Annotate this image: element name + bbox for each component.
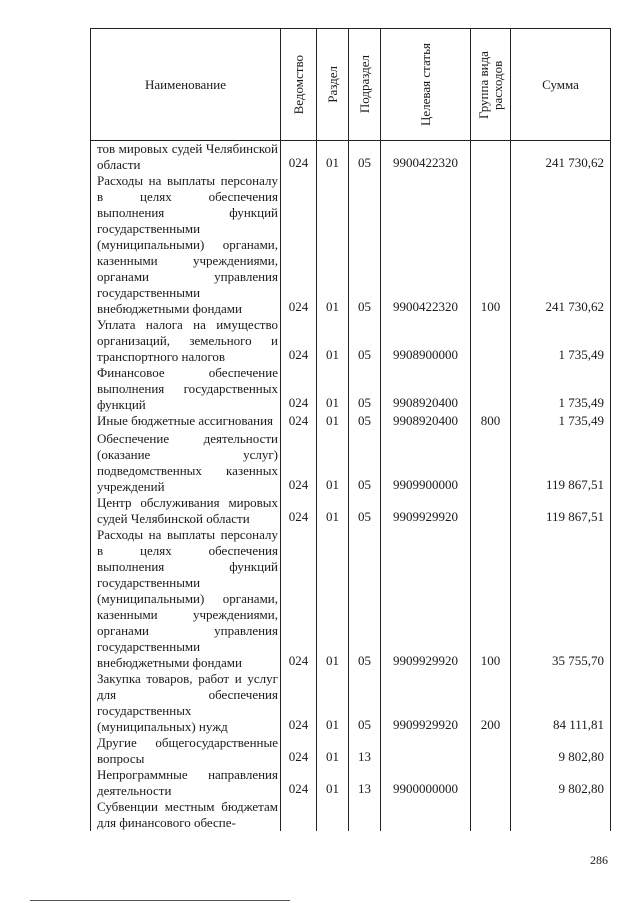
table-row	[91, 735, 611, 767]
row-podrazdel	[349, 799, 381, 831]
row-podrazdel: 05	[349, 141, 381, 174]
header-celevaya-statya: Целевая статья	[381, 29, 471, 141]
table-row	[91, 767, 611, 799]
row-vedomstvo: 024	[281, 173, 317, 317]
row-name: Центр обслуживания мировых судей Челябинской области	[91, 495, 281, 527]
table-row	[91, 431, 611, 495]
row-razdel: 01	[317, 671, 349, 735]
row-summa: 119 867,51	[511, 495, 611, 527]
row-celevaya-statya: 9909929920	[381, 495, 471, 527]
row-name: Расходы на выплаты персоналу в целях обеспечения выполнения функций государственными (муниципальными) органами, казенными учреждениями, органами управления государственными внебюджетными фондами	[91, 527, 281, 671]
row-gruppa-vida-rashodov: 100	[471, 173, 511, 317]
table-row	[91, 527, 611, 671]
table-row	[91, 799, 611, 831]
row-celevaya-statya: 9908920400	[381, 413, 471, 431]
row-podrazdel: 05	[349, 495, 381, 527]
row-razdel: 01	[317, 317, 349, 365]
row-summa: 241 730,62	[511, 141, 611, 174]
row-vedomstvo: 024	[281, 141, 317, 174]
row-summa: 119 867,51	[511, 431, 611, 495]
row-podrazdel: 05	[349, 527, 381, 671]
row-summa: 35 755,70	[511, 527, 611, 671]
row-razdel: 01	[317, 365, 349, 413]
row-gruppa-vida-rashodov	[471, 495, 511, 527]
row-vedomstvo: 024	[281, 365, 317, 413]
row-summa: 9 802,80	[511, 735, 611, 767]
row-summa: 9 802,80	[511, 767, 611, 799]
row-podrazdel: 05	[349, 173, 381, 317]
row-summa: 1 735,49	[511, 317, 611, 365]
row-gruppa-vida-rashodov: 800	[471, 413, 511, 431]
table-row	[91, 141, 611, 174]
row-razdel: 01	[317, 767, 349, 799]
row-name: Расходы на выплаты персоналу в целях обеспечения выполнения функций государственными (муниципальными) органами, казенными учреждениями, органами управления государственными внебюджетными фондами	[91, 173, 281, 317]
row-summa: 241 730,62	[511, 173, 611, 317]
table-row	[91, 173, 611, 317]
row-celevaya-statya: 9909900000	[381, 431, 471, 495]
row-razdel: 01	[317, 735, 349, 767]
row-name: Субвенции местным бюджетам для финансового обеспе-	[91, 799, 281, 831]
row-gruppa-vida-rashodov	[471, 141, 511, 174]
row-name: Обеспечение деятельности (оказание услуг) подведомственных казенных учреждений	[91, 431, 281, 495]
row-summa: 1 735,49	[511, 365, 611, 413]
row-gruppa-vida-rashodov	[471, 431, 511, 495]
row-razdel	[317, 799, 349, 831]
page-number: 286	[590, 853, 608, 867]
table-row	[91, 365, 611, 413]
row-vedomstvo: 024	[281, 317, 317, 365]
table-row	[91, 317, 611, 365]
row-celevaya-statya: 9909929920	[381, 527, 471, 671]
row-razdel: 01	[317, 413, 349, 431]
row-summa: 1 735,49	[511, 413, 611, 431]
row-celevaya-statya: 9908920400	[381, 365, 471, 413]
row-name: Непрограммные направления деятельности	[91, 767, 281, 799]
row-vedomstvo: 024	[281, 767, 317, 799]
row-celevaya-statya	[381, 735, 471, 767]
row-podrazdel: 05	[349, 317, 381, 365]
row-razdel: 01	[317, 141, 349, 174]
row-gruppa-vida-rashodov	[471, 799, 511, 831]
row-summa	[511, 799, 611, 831]
footer-rule	[30, 900, 290, 901]
row-celevaya-statya: 9908900000	[381, 317, 471, 365]
row-vedomstvo: 024	[281, 735, 317, 767]
row-gruppa-vida-rashodov: 200	[471, 671, 511, 735]
row-name: Финансовое обеспечение выполнения государственных функций	[91, 365, 281, 413]
row-vedomstvo: 024	[281, 431, 317, 495]
row-podrazdel: 13	[349, 767, 381, 799]
row-celevaya-statya: 9900422320	[381, 173, 471, 317]
table-row	[91, 495, 611, 527]
header-gruppa-vida-rashodov: Группа вида расходов	[471, 29, 511, 141]
row-gruppa-vida-rashodov	[471, 365, 511, 413]
row-celevaya-statya: 9909929920	[381, 671, 471, 735]
row-vedomstvo: 024	[281, 495, 317, 527]
header-razdel: Раздел	[317, 29, 349, 141]
table-row	[91, 413, 611, 431]
row-podrazdel: 05	[349, 413, 381, 431]
row-podrazdel: 13	[349, 735, 381, 767]
row-razdel: 01	[317, 431, 349, 495]
row-vedomstvo: 024	[281, 413, 317, 431]
row-celevaya-statya: 9900000000	[381, 767, 471, 799]
row-celevaya-statya: 9900422320	[381, 141, 471, 174]
header-podrazdel: Подраздел	[349, 29, 381, 141]
row-gruppa-vida-rashodov	[471, 735, 511, 767]
row-razdel: 01	[317, 527, 349, 671]
header-vedomstvo: Ведомство	[281, 29, 317, 141]
row-podrazdel: 05	[349, 365, 381, 413]
row-name: Иные бюджетные ассигнования	[91, 413, 281, 431]
row-celevaya-statya	[381, 799, 471, 831]
row-name: Уплата налога на имущество организаций, земельного и транспортного налогов	[91, 317, 281, 365]
row-razdel: 01	[317, 495, 349, 527]
row-name: Другие общегосударственные вопросы	[91, 735, 281, 767]
budget-table	[90, 28, 611, 831]
row-summa: 84 111,81	[511, 671, 611, 735]
row-podrazdel: 05	[349, 671, 381, 735]
row-podrazdel: 05	[349, 431, 381, 495]
row-vedomstvo: 024	[281, 527, 317, 671]
table-body	[91, 141, 611, 832]
row-name: Закупка товаров, работ и услуг для обеспечения государственных (муниципальных) нужд	[91, 671, 281, 735]
table-row	[91, 671, 611, 735]
header-summa: Сумма	[511, 29, 611, 141]
header-name: Наименование	[91, 29, 281, 141]
row-gruppa-vida-rashodov	[471, 767, 511, 799]
row-gruppa-vida-rashodov: 100	[471, 527, 511, 671]
row-gruppa-vida-rashodov	[471, 317, 511, 365]
row-vedomstvo: 024	[281, 671, 317, 735]
row-razdel: 01	[317, 173, 349, 317]
row-name: тов мировых судей Челябинской области	[91, 141, 281, 174]
table-header	[91, 29, 611, 141]
row-vedomstvo	[281, 799, 317, 831]
